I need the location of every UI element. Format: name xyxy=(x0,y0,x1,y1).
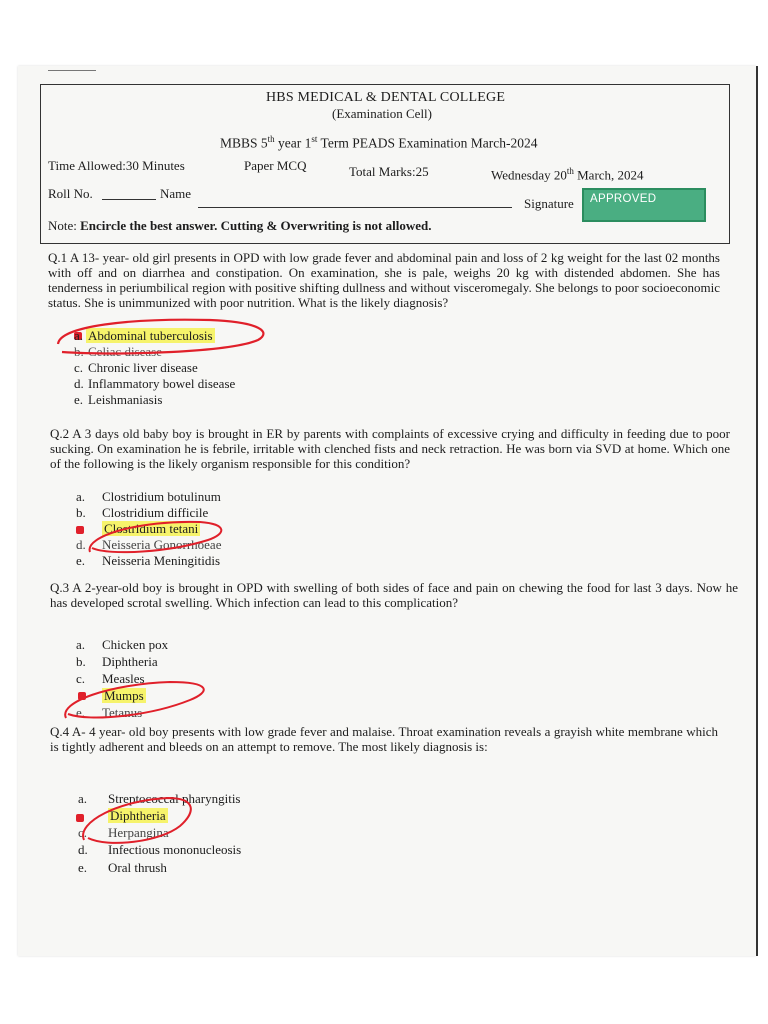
option-q1-c: c. Chronic liver disease xyxy=(74,360,198,375)
option-q1-e: e. Leishmaniasis xyxy=(74,392,163,407)
college-name: HBS MEDICAL & DENTAL COLLEGE xyxy=(266,90,506,105)
roll-no-label: Roll No. xyxy=(48,186,93,201)
pen-mark xyxy=(48,70,96,71)
signature-label: Signature xyxy=(524,196,574,211)
option-q2-c: Clostridium tetani xyxy=(104,521,199,536)
option-q3-b: b. Diphtheria xyxy=(76,654,158,669)
option-q2-e: e. Neisseria Meningitidis xyxy=(76,553,221,568)
option-q2-d: d. Neisseria Gonorrhoeae xyxy=(76,537,222,552)
option-q2-b: b. Clostridium difficile xyxy=(76,505,209,520)
option-q4-a: a. Streptococcal pharyngitis xyxy=(78,791,241,806)
exam-title: MBBS 5th year 1st Term PEADS Examination March-2024 xyxy=(220,134,538,151)
option-q4-e: e. Oral thrush xyxy=(78,860,167,875)
approved-stamp: APPROVED xyxy=(582,188,706,222)
exam-date: Wednesday 20th March, 2024 xyxy=(491,166,644,183)
option-q3-c: c. Measles xyxy=(76,671,145,686)
name-field xyxy=(198,207,512,208)
option-q4-b: Diphtheria xyxy=(110,808,166,823)
roll-no-field xyxy=(102,199,156,200)
option-q4-c: c. Herpangina xyxy=(78,825,169,840)
paper-type: Paper MCQ xyxy=(244,158,307,173)
question-3: Q.3 A 2-year-old boy is brought in OPD with swelling of both sides of face and pain on chewing the food for last 3 days. Now he has developed scrotal swelling. Which infection can lead to this complication? xyxy=(50,580,738,610)
total-marks: Total Marks:25 xyxy=(349,164,429,179)
option-q3-e: e. Tetanus xyxy=(76,705,143,720)
option-q1-a: a. Abdominal tuberculosis xyxy=(74,328,213,343)
question-4: Q.4 A- 4 year- old boy presents with low grade fever and malaise. Throat examination reveals a grayish white membrane which is tightly adherent and bleeds on an attempt to remove. The most likely diagnosis is: xyxy=(50,724,718,754)
question-2: Q.2 A 3 days old baby boy is brought in ER by parents with complaints of excessive crying and difficulty in feeding due to poor sucking. On examination he is febrile, irritable with clenched fists and neck retraction. He was born via SVD at home. Which one of the following is the likely organism responsible for this condition? xyxy=(50,426,730,471)
option-q1-b: b. Celiac disease xyxy=(74,344,162,359)
instructions-note: Note: Encircle the best answer. Cutting & Overwriting is not allowed. xyxy=(48,218,432,233)
option-q3-a: a. Chicken pox xyxy=(76,637,169,652)
time-allowed: Time Allowed:30 Minutes xyxy=(48,158,185,173)
option-q1-d: d. Inflammatory bowel disease xyxy=(74,376,236,391)
question-1: Q.1 A 13- year- old girl presents in OPD with low grade fever and abdominal pain and loss of 2 kg weight for the last 02 months with off and on diarrhea and constipation. On examination, she is pale, weighs 20 kg with distended abdomen. She has tenderness in periumbilical region with positive shifting dullness and without visceromegaly. She belongs to poor socioeconomic status. She is unimmunized with poor nutrition. What is the likely diagnosis? xyxy=(48,250,720,310)
option-q2-a: a. Clostridium botulinum xyxy=(76,489,221,504)
option-q3-d: Mumps xyxy=(104,688,144,703)
page-edge xyxy=(756,66,758,956)
examination-cell: (Examination Cell) xyxy=(332,106,433,121)
option-q4-d: d. Infectious mononucleosis xyxy=(78,842,242,857)
name-label: Name xyxy=(160,186,192,201)
